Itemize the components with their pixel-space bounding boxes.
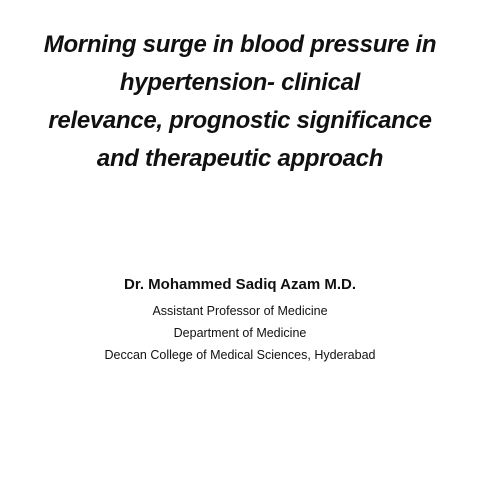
author-position: Assistant Professor of Medicine (152, 304, 328, 318)
author-name: Dr. Mohammed Sadiq Azam M.D. (124, 276, 356, 293)
title-line-1: Morning surge in blood pressure in (43, 31, 437, 58)
title-line-4: and therapeutic approach (96, 145, 384, 172)
author-department: Department of Medicine (173, 326, 307, 340)
title-line-3: relevance, prognostic significance (48, 107, 432, 134)
author-block (0, 274, 480, 366)
author-institution: Deccan College of Medical Sciences, Hyderabad (104, 348, 376, 362)
title-line-2: hypertension- clinical (119, 69, 361, 96)
slide-title (20, 26, 460, 178)
